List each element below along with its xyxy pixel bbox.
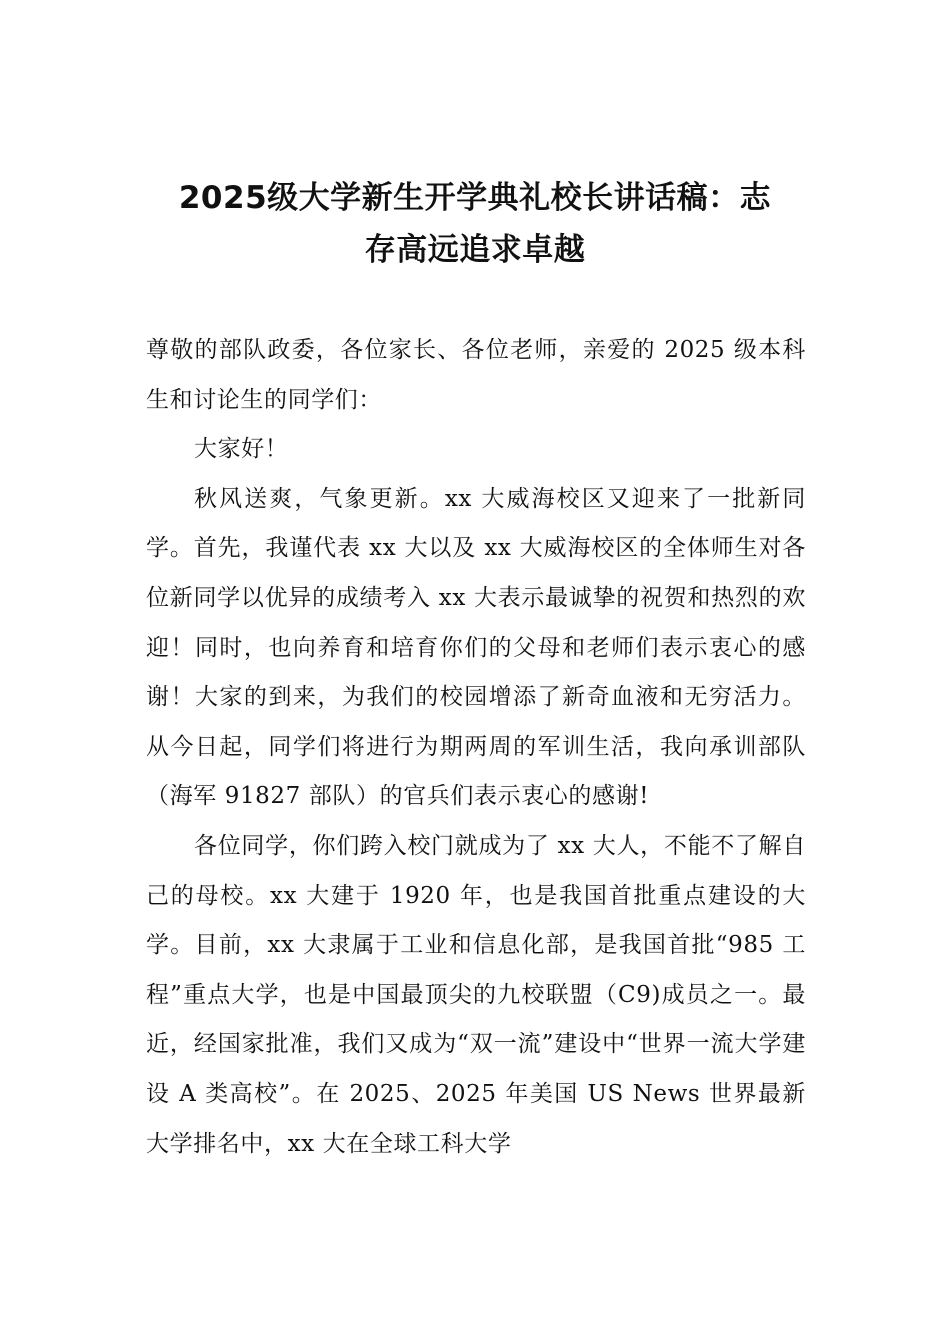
salutation-paragraph: 尊敬的部队政委，各位家长、各位老师，亲爱的 2025 级本科生和讨论生的同学们：: [146, 337, 806, 413]
title-line-2: 存高远追求卓越: [364, 232, 586, 268]
university-intro-paragraph: 各位同学，你们跨入校门就成为了 xx 大人，不能不了解自己的母校。xx 大建于 1920 年，也是我国首批重点建设的大学。目前，xx 大隶属于工业和信息化部，是我国首批“985 工程”重点大学，也是中国最顶尖的九校联盟（C9)成员之一。最近，经国家批准，我们又成为“双一流”建设中“世界一流大学建设 A 类高校”。在 2025、2025 年美国 US News 世界最新大学排名中，xx 大在全球工科大学: [146, 832, 806, 1157]
title-line-1: 2025级大学新生开学典礼校长讲话稿：志: [178, 180, 772, 216]
greeting-paragraph: 大家好！: [194, 436, 289, 463]
welcome-paragraph: 秋风送爽，气象更新。xx 大威海校区又迎来了一批新同学。首先，我谨代表 xx 大以及 xx 大威海校区的全体师生对各位新同学以优异的成绩考入 xx 大表示最诚挚的祝贺和热烈的欢迎！同时，也向养育和培育你们的父母和老师们表示衷心的感谢！大家的到来，为我们的校园增添了新奇血液和无穷活力。从今日起，同学们将进行为期两周的军训生活，我向承训部队（海军 91827 部队）的官兵们表示衷心的感谢!: [146, 485, 806, 810]
document-body: [146, 326, 806, 1169]
document-title: [140, 172, 810, 276]
